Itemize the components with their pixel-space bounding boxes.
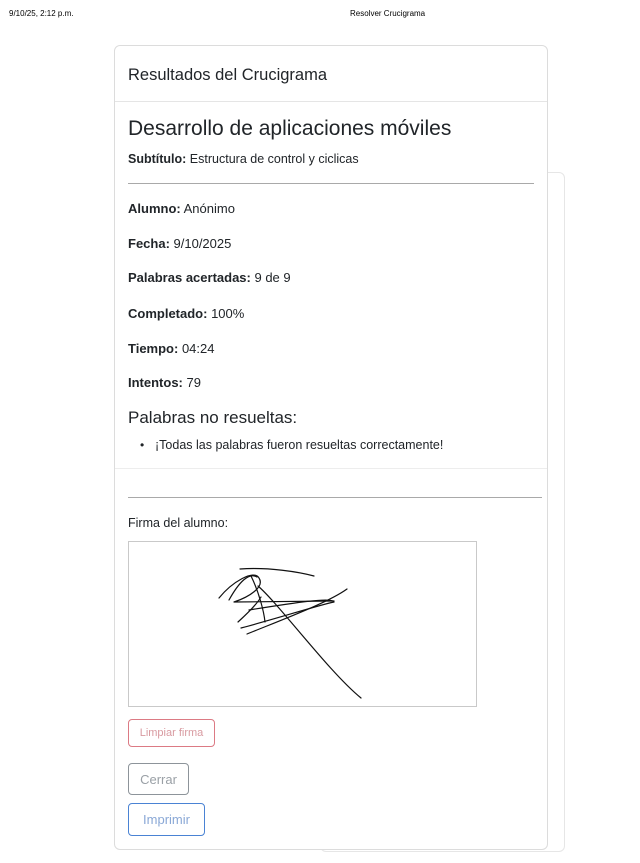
completed-label: Completado:	[128, 306, 208, 321]
correct-words-label: Palabras acertadas:	[128, 270, 251, 285]
card-header	[115, 46, 547, 102]
list-item: • ¡Todas las palabras fueron resueltas correctamente!	[140, 438, 443, 452]
print-button[interactable]: Imprimir	[128, 803, 205, 836]
signature-label: Firma del alumno:	[128, 516, 229, 530]
signature-canvas[interactable]	[128, 541, 477, 707]
student-row	[128, 201, 235, 216]
subtitle-value: Estructura de control y ciclicas	[186, 152, 359, 166]
print-date: 9/10/25, 2:12 p.m.	[9, 9, 74, 18]
results-card	[114, 45, 548, 850]
completed-value: 100%	[207, 306, 245, 321]
date-value: 9/10/2025	[169, 236, 232, 251]
date-row	[128, 236, 231, 251]
correct-words-row	[128, 270, 291, 285]
student-label: Alumno:	[128, 201, 181, 216]
subtitle-label: Subtítulo:	[128, 152, 187, 166]
close-button[interactable]: Cerrar	[128, 763, 189, 795]
clear-signature-button[interactable]: Limpiar firma	[128, 719, 215, 747]
time-value: 04:24	[178, 341, 215, 356]
print-page-title: Resolver Crucigrama	[350, 9, 426, 18]
student-value: Anónimo	[180, 201, 235, 216]
date-label: Fecha:	[128, 236, 170, 251]
completed-row	[128, 306, 244, 321]
correct-words-value: 9 de 9	[250, 270, 291, 285]
section-separator	[115, 468, 547, 469]
unsolved-words-heading: Palabras no resueltas:	[128, 408, 298, 427]
signature-drawing	[129, 542, 476, 706]
time-label: Tiempo:	[128, 341, 179, 356]
attempts-label: Intentos:	[128, 375, 183, 390]
print-header	[0, 0, 640, 24]
time-row	[128, 341, 214, 356]
card-header-title: Resultados del Crucigrama	[128, 66, 328, 84]
unsolved-words-list	[140, 438, 443, 452]
attempts-value: 79	[182, 375, 201, 390]
divider	[128, 183, 534, 184]
attempts-row	[128, 375, 201, 390]
course-title: Desarrollo de aplicaciones móviles	[128, 117, 452, 140]
divider	[128, 497, 542, 498]
subtitle	[128, 152, 359, 166]
